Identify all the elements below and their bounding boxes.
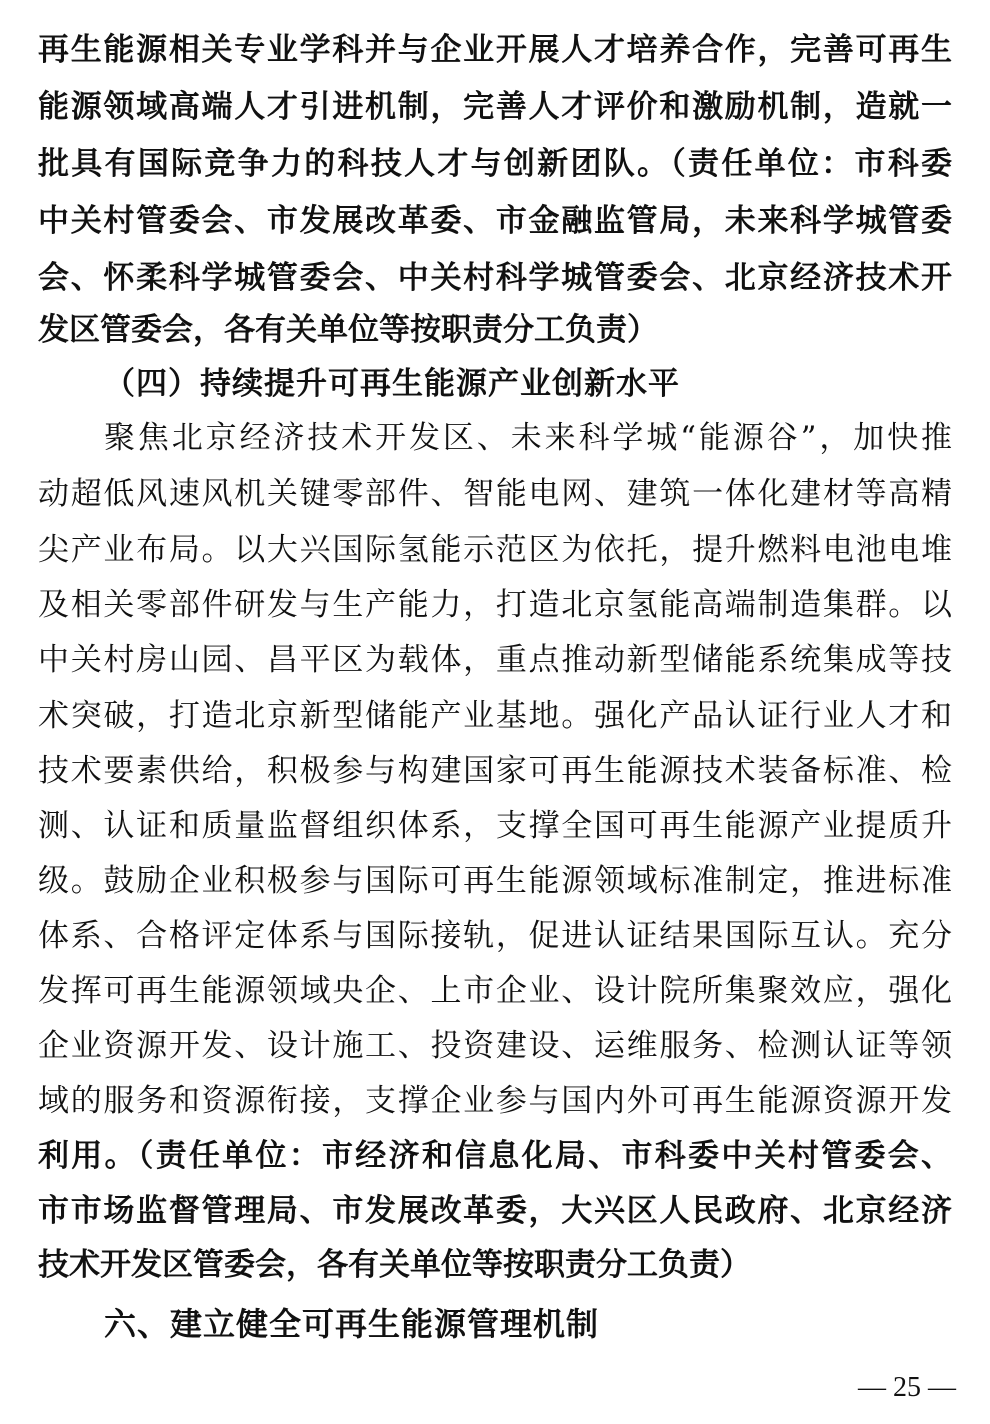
paragraph-2-line-15: 市市场监督管理局、市发展改革委，大兴区人民政府、北京经济 [38,1193,952,1229]
paragraph-2-line-11: 发挥可再生能源领域央企、上市企业、设计院所集聚效应，强化 [38,973,952,1009]
paragraph-1-line-4: 中关村管委会、市发展改革委、市金融监管局，未来科学城管委 [38,203,952,239]
paragraph-1-line-2: 能源领域高端人才引进机制，完善人才评价和激励机制，造就一 [38,89,952,125]
paragraph-2-line-3: 尖产业布局。以大兴国际氢能示范区为依托，提升燃料电池电堆 [38,532,952,568]
section-4-heading: （四）持续提升可再生能源产业创新水平 [104,366,680,402]
paragraph-2-line-14: 利用。（责任单位：市经济和信息化局、市科委中关村管委会、 [38,1138,952,1174]
paragraph-2-line-9: 级。鼓励企业积极参与国际可再生能源领域标准制定，推进标准 [38,863,952,899]
paragraph-1-line-6: 发区管委会，各有关单位等按职责分工负责） [38,312,658,348]
section-6-heading: 六、建立健全可再生能源管理机制 [104,1305,600,1343]
paragraph-1-line-1: 再生能源相关专业学科并与企业开展人才培养合作，完善可再生 [38,32,952,68]
paragraph-2-line-10: 体系、合格评定体系与国际接轨，促进认证结果国际互认。充分 [38,918,952,954]
paragraph-2-line-8: 测、认证和质量监督组织体系，支撑全国可再生能源产业提质升 [38,808,952,844]
paragraph-2-line-16: 技术开发区管委会，各有关单位等按职责分工负责） [38,1247,751,1283]
paragraph-2-line-5: 中关村房山园、昌平区为载体，重点推动新型储能系统集成等技 [38,642,952,678]
paragraph-2-line-4: 及相关零部件研发与生产能力，打造北京氢能高端制造集群。以 [38,587,952,623]
page-number: — 25 — [858,1372,956,1403]
paragraph-2-line-7: 技术要素供给，积极参与构建国家可再生能源技术装备标准、检 [38,753,952,789]
paragraph-2-line-2: 动超低风速风机关键零部件、智能电网、建筑一体化建材等高精 [38,476,952,512]
paragraph-2-line-12: 企业资源开发、设计施工、投资建设、运维服务、检测认证等领 [38,1028,952,1064]
paragraph-2-line-1: 聚焦北京经济技术开发区、未来科学城“能源谷”，加快推 [104,420,952,456]
paragraph-2-line-13: 域的服务和资源衔接，支撑企业参与国内外可再生能源资源开发 [38,1083,952,1119]
paragraph-1-line-3: 批具有国际竞争力的科技人才与创新团队。（责任单位：市科委 [38,146,952,182]
paragraph-1-line-5: 会、怀柔科学城管委会、中关村科学城管委会、北京经济技术开 [38,260,952,296]
paragraph-2-line-6: 术突破，打造北京新型储能产业基地。强化产品认证行业人才和 [38,698,952,734]
